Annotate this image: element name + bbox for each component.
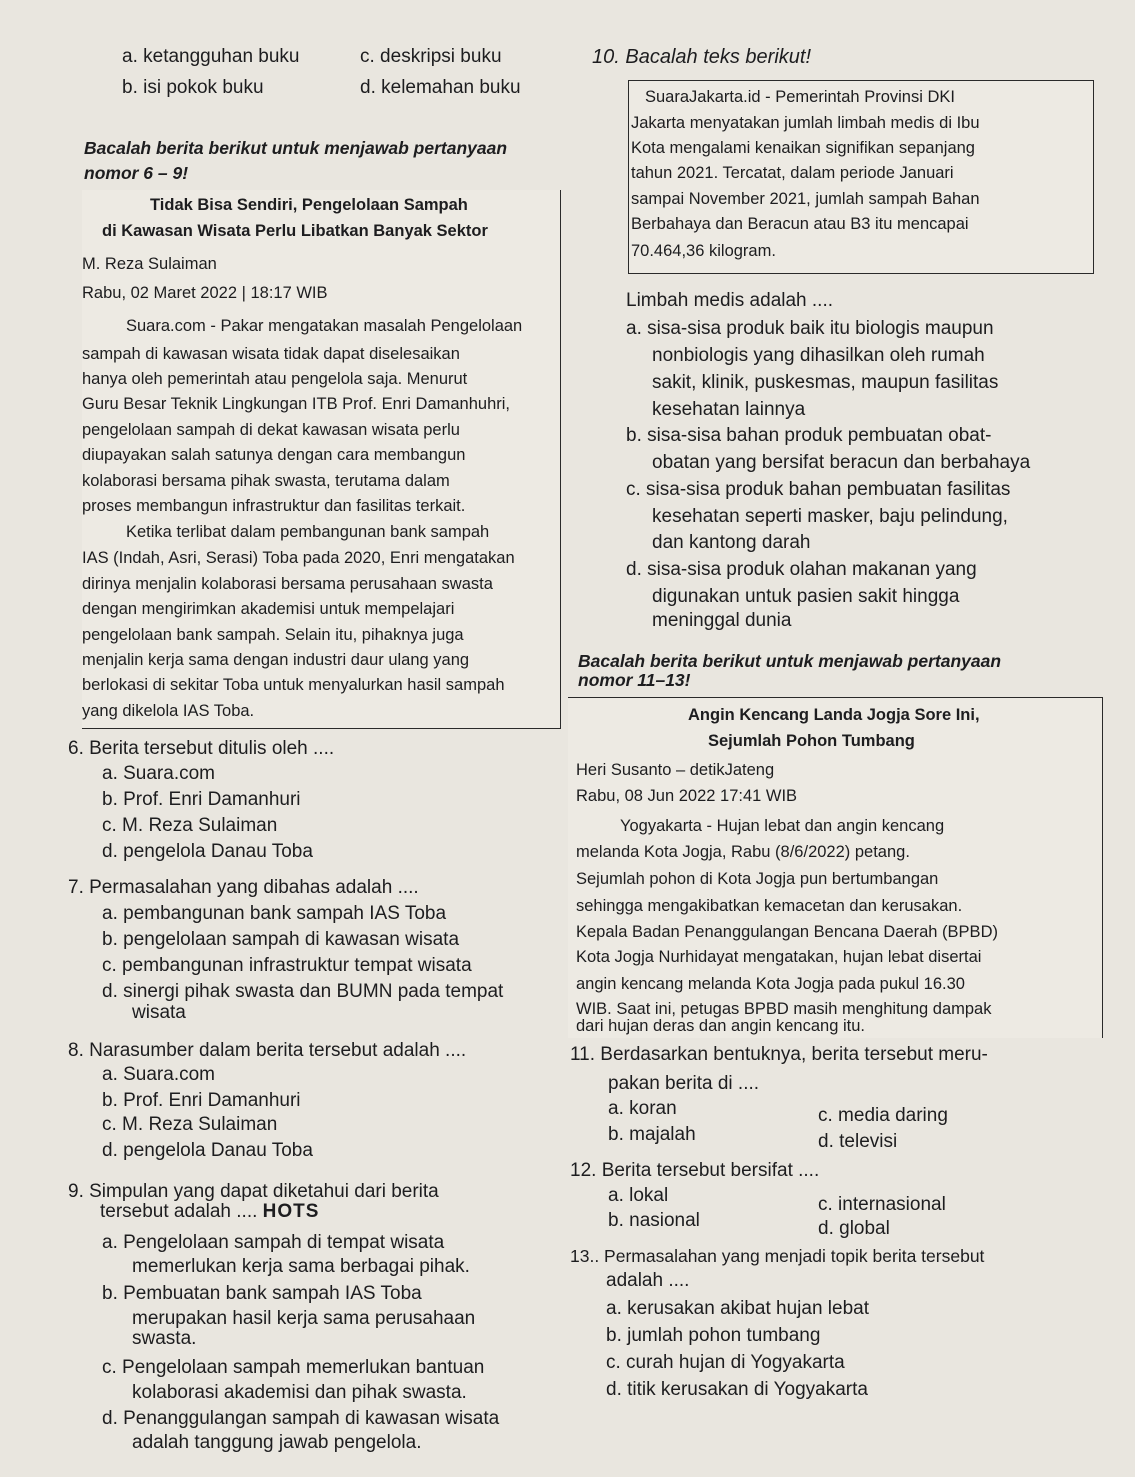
q10-option-a-cont: nonbiologis yang dihasilkan oleh rumah (652, 345, 985, 366)
q9-option-b-cont: merupakan hasil kerja sama perusahaan (132, 1308, 476, 1329)
q8-stem: 8. Narasumber dalam berita tersebut adalah .... (68, 1040, 467, 1061)
q10-option-c: c. sisa-sisa produk bahan pembuatan fasilitas (626, 479, 1011, 500)
q5-option-a: a. ketangguhan buku (122, 46, 300, 67)
q6-option-c: c. M. Reza Sulaiman (102, 815, 278, 836)
q10-box-line: Berbahaya dan Beracun atau B3 itu mencapai (631, 215, 969, 233)
q13-stem-1: 13.. Permasalahan yang menjadi topik berita tersebut (570, 1246, 985, 1266)
q13-option-d: d. titik kerusakan di Yogyakarta (606, 1379, 868, 1400)
q13-option-c: c. curah hujan di Yogyakarta (606, 1352, 845, 1373)
q6-option-b: b. Prof. Enri Damanhuri (102, 789, 301, 810)
article2-line: Sejumlah pohon di Kota Jogja pun bertumbangan (576, 870, 939, 888)
hots-label: HOTS (262, 1201, 320, 1222)
q6-option-a: a. Suara.com (102, 763, 215, 784)
q10-option-d-cont: digunakan untuk pasien sakit hingga (652, 586, 960, 607)
article1-line: menjalin kerja sama dengan industri daur ulang yang (82, 651, 470, 669)
q11-option-a: a. koran (608, 1098, 677, 1119)
q10-box-line: SuaraJakarta.id - Pemerintah Provinsi DKI (645, 88, 955, 106)
q10-box-line: Kota mengalami kenaikan signifikan sepanjang (631, 139, 975, 157)
q10-option-a-cont: sakit, klinik, puskesmas, maupun fasilitas (652, 372, 999, 393)
q7-option-d: d. sinergi pihak swasta dan BUMN pada tempat (102, 981, 504, 1002)
q9-option-b-cont2: swasta. (132, 1328, 197, 1349)
article1-line: proses membangun infrastruktur dan fasilitas terkait. (82, 497, 466, 515)
article1-line: IAS (Indah, Asri, Serasi) Toba pada 2020, Enri mengatakan (82, 549, 515, 567)
q13-stem-2: adalah .... (606, 1270, 690, 1291)
q7-stem: 7. Permasalahan yang dibahas adalah .... (68, 877, 419, 898)
q7-option-c: c. pembangunan infrastruktur tempat wisata (102, 955, 472, 976)
article1-line: dengan mengirimkan akademisi untuk mempelajari (82, 600, 455, 618)
q6-option-d: d. pengelola Danau Toba (102, 841, 313, 862)
q10-option-a-cont: kesehatan lainnya (652, 399, 806, 420)
article2-title-1: Angin Kencang Landa Jogja Sore Ini, (688, 706, 980, 724)
q10-option-a: a. sisa-sisa produk baik itu biologis maupun (626, 318, 994, 339)
q7-option-d-cont: wisata (132, 1002, 186, 1023)
article2-title-2: Sejumlah Pohon Tumbang (708, 732, 915, 750)
q6-stem: 6. Berita tersebut ditulis oleh .... (68, 738, 335, 759)
q7-option-a: a. pembangunan bank sampah IAS Toba (102, 903, 447, 924)
article2-line: Kepala Badan Penanggulangan Bencana Daerah (BPBD) (576, 923, 998, 941)
q8-option-d: d. pengelola Danau Toba (102, 1140, 313, 1161)
article1-author: M. Reza Sulaiman (82, 255, 217, 273)
article2-line: Yogyakarta - Hujan lebat dan angin kencang (620, 817, 945, 835)
q9-option-c: c. Pengelolaan sampah memerlukan bantuan (102, 1357, 485, 1378)
q10-option-d-cont: meninggal dunia (652, 610, 792, 631)
article1-line: Guru Besar Teknik Lingkungan ITB Prof. Enri Damanhuhri, (82, 395, 510, 413)
q11-option-b: b. majalah (608, 1124, 696, 1145)
q10-box-line: sampai November 2021, jumlah sampah Bahan (631, 190, 980, 208)
q10-text-box (628, 80, 1094, 274)
q5-option-d: d. kelemahan buku (360, 77, 521, 98)
q9-option-b: b. Pembuatan bank sampah IAS Toba (102, 1283, 422, 1304)
q12-option-c: c. internasional (818, 1194, 946, 1215)
article2-author: Heri Susanto – detikJateng (576, 761, 775, 779)
q12-option-d: d. global (818, 1218, 890, 1239)
intro-11-13-line1: Bacalah berita berikut untuk menjawab pertanyaan (578, 651, 1002, 671)
article1-line: Suara.com - Pakar mengatakan masalah Pengelolaan (126, 317, 523, 335)
q8-option-c: c. M. Reza Sulaiman (102, 1114, 278, 1135)
q9-option-d-cont: adalah tanggung jawab pengelola. (132, 1432, 422, 1453)
q11-option-c: c. media daring (818, 1105, 948, 1126)
q9-option-a: a. Pengelolaan sampah di tempat wisata (102, 1232, 445, 1253)
article1-title-2: di Kawasan Wisata Perlu Libatkan Banyak Sektor (102, 222, 488, 240)
article2-line: melanda Kota Jogja, Rabu (8/6/2022) petang. (576, 843, 910, 861)
q10-box-line: Jakarta menyatakan jumlah limbah medis di Ibu (631, 114, 980, 132)
article1-line: hanya oleh pemerintah atau pengelola saja. Menurut (82, 370, 468, 388)
q5-option-b: b. isi pokok buku (122, 77, 264, 98)
q12-option-a: a. lokal (608, 1185, 669, 1206)
article1-line: Ketika terlibat dalam pembangunan bank sampah (126, 523, 490, 541)
article1-line: berlokasi di sekitar Toba untuk menyalurkan hasil sampah (82, 676, 505, 694)
q10-option-c-cont: kesehatan seperti masker, baju pelindung, (652, 506, 1008, 527)
article1-line: pengelolaan bank sampah. Selain itu, pihaknya juga (82, 626, 464, 644)
article1-line: yang dikelola IAS Toba. (82, 702, 255, 720)
q10-question: Limbah medis adalah .... (626, 290, 834, 311)
article2-box (568, 697, 1103, 1038)
intro-6-9-line2: nomor 6 – 9! (84, 163, 189, 183)
article1-line: dirinya menjalin kolaborasi bersama perusahaan swasta (82, 575, 493, 593)
q11-option-d: d. televisi (818, 1131, 898, 1152)
article1-line: pengelolaan sampah di dekat kawasan wisata perlu (82, 421, 460, 439)
article2-line: Kota Jogja Nurhidayat mengatakan, hujan lebat disertai (576, 948, 982, 966)
article1-box (82, 190, 561, 729)
q8-option-b: b. Prof. Enri Damanhuri (102, 1090, 301, 1111)
q10-stem: 10. Bacalah teks berikut! (592, 46, 812, 68)
article1-date: Rabu, 02 Maret 2022 | 18:17 WIB (82, 284, 328, 302)
intro-6-9-line1: Bacalah berita berikut untuk menjawab pertanyaan (84, 138, 508, 158)
q9-stem-2: tersebut adalah .... HOTS (100, 1201, 320, 1222)
article2-line: dari hujan deras dan angin kencang itu. (576, 1017, 865, 1035)
article1-line: kolaborasi bersama pihak swasta, terutama dalam (82, 472, 450, 490)
q5-option-c: c. deskripsi buku (360, 46, 502, 67)
q8-option-a: a. Suara.com (102, 1064, 215, 1085)
q11-stem-1: 11. Berdasarkan bentuknya, berita tersebut meru- (570, 1044, 988, 1065)
q13-option-b: b. jumlah pohon tumbang (606, 1325, 821, 1346)
q12-stem: 12. Berita tersebut bersifat .... (570, 1160, 820, 1181)
q10-option-c-cont: dan kantong darah (652, 532, 811, 553)
q12-option-b: b. nasional (608, 1210, 700, 1231)
article1-line: diupayakan salah satunya dengan cara membangun (82, 446, 466, 464)
q9-option-c-cont: kolaborasi akademisi dan pihak swasta. (132, 1382, 467, 1403)
q7-option-b: b. pengelolaan sampah di kawasan wisata (102, 929, 460, 950)
article2-line: sehingga mengakibatkan kemacetan dan kerusakan. (576, 897, 963, 915)
q10-option-d: d. sisa-sisa produk olahan makanan yang (626, 559, 977, 580)
q10-box-line: tahun 2021. Tercatat, dalam periode Januari (631, 164, 954, 182)
article1-line: sampah di kawasan wisata tidak dapat diselesaikan (82, 345, 460, 363)
q10-option-b: b. sisa-sisa bahan produk pembuatan obat- (626, 425, 992, 446)
q9-option-d: d. Penanggulangan sampah di kawasan wisata (102, 1408, 500, 1429)
article2-line: WIB. Saat ini, petugas BPBD masih menghitung dampak (576, 1000, 992, 1018)
article2-date: Rabu, 08 Jun 2022 17:41 WIB (576, 787, 798, 805)
q10-option-b-cont: obatan yang bersifat beracun dan berbahaya (652, 452, 1031, 473)
article1-title-1: Tidak Bisa Sendiri, Pengelolaan Sampah (150, 196, 468, 214)
q9-stem-1: 9. Simpulan yang dapat diketahui dari berita (68, 1181, 439, 1202)
q9-option-a-cont: memerlukan kerja sama berbagai pihak. (132, 1256, 470, 1277)
q10-box-line: 70.464,36 kilogram. (631, 242, 776, 260)
intro-11-13-line2: nomor 11–13! (578, 670, 691, 690)
article2-line: angin kencang melanda Kota Jogja pada pukul 16.30 (576, 975, 965, 993)
q11-stem-2: pakan berita di .... (608, 1073, 760, 1094)
q13-option-a: a. kerusakan akibat hujan lebat (606, 1298, 870, 1319)
